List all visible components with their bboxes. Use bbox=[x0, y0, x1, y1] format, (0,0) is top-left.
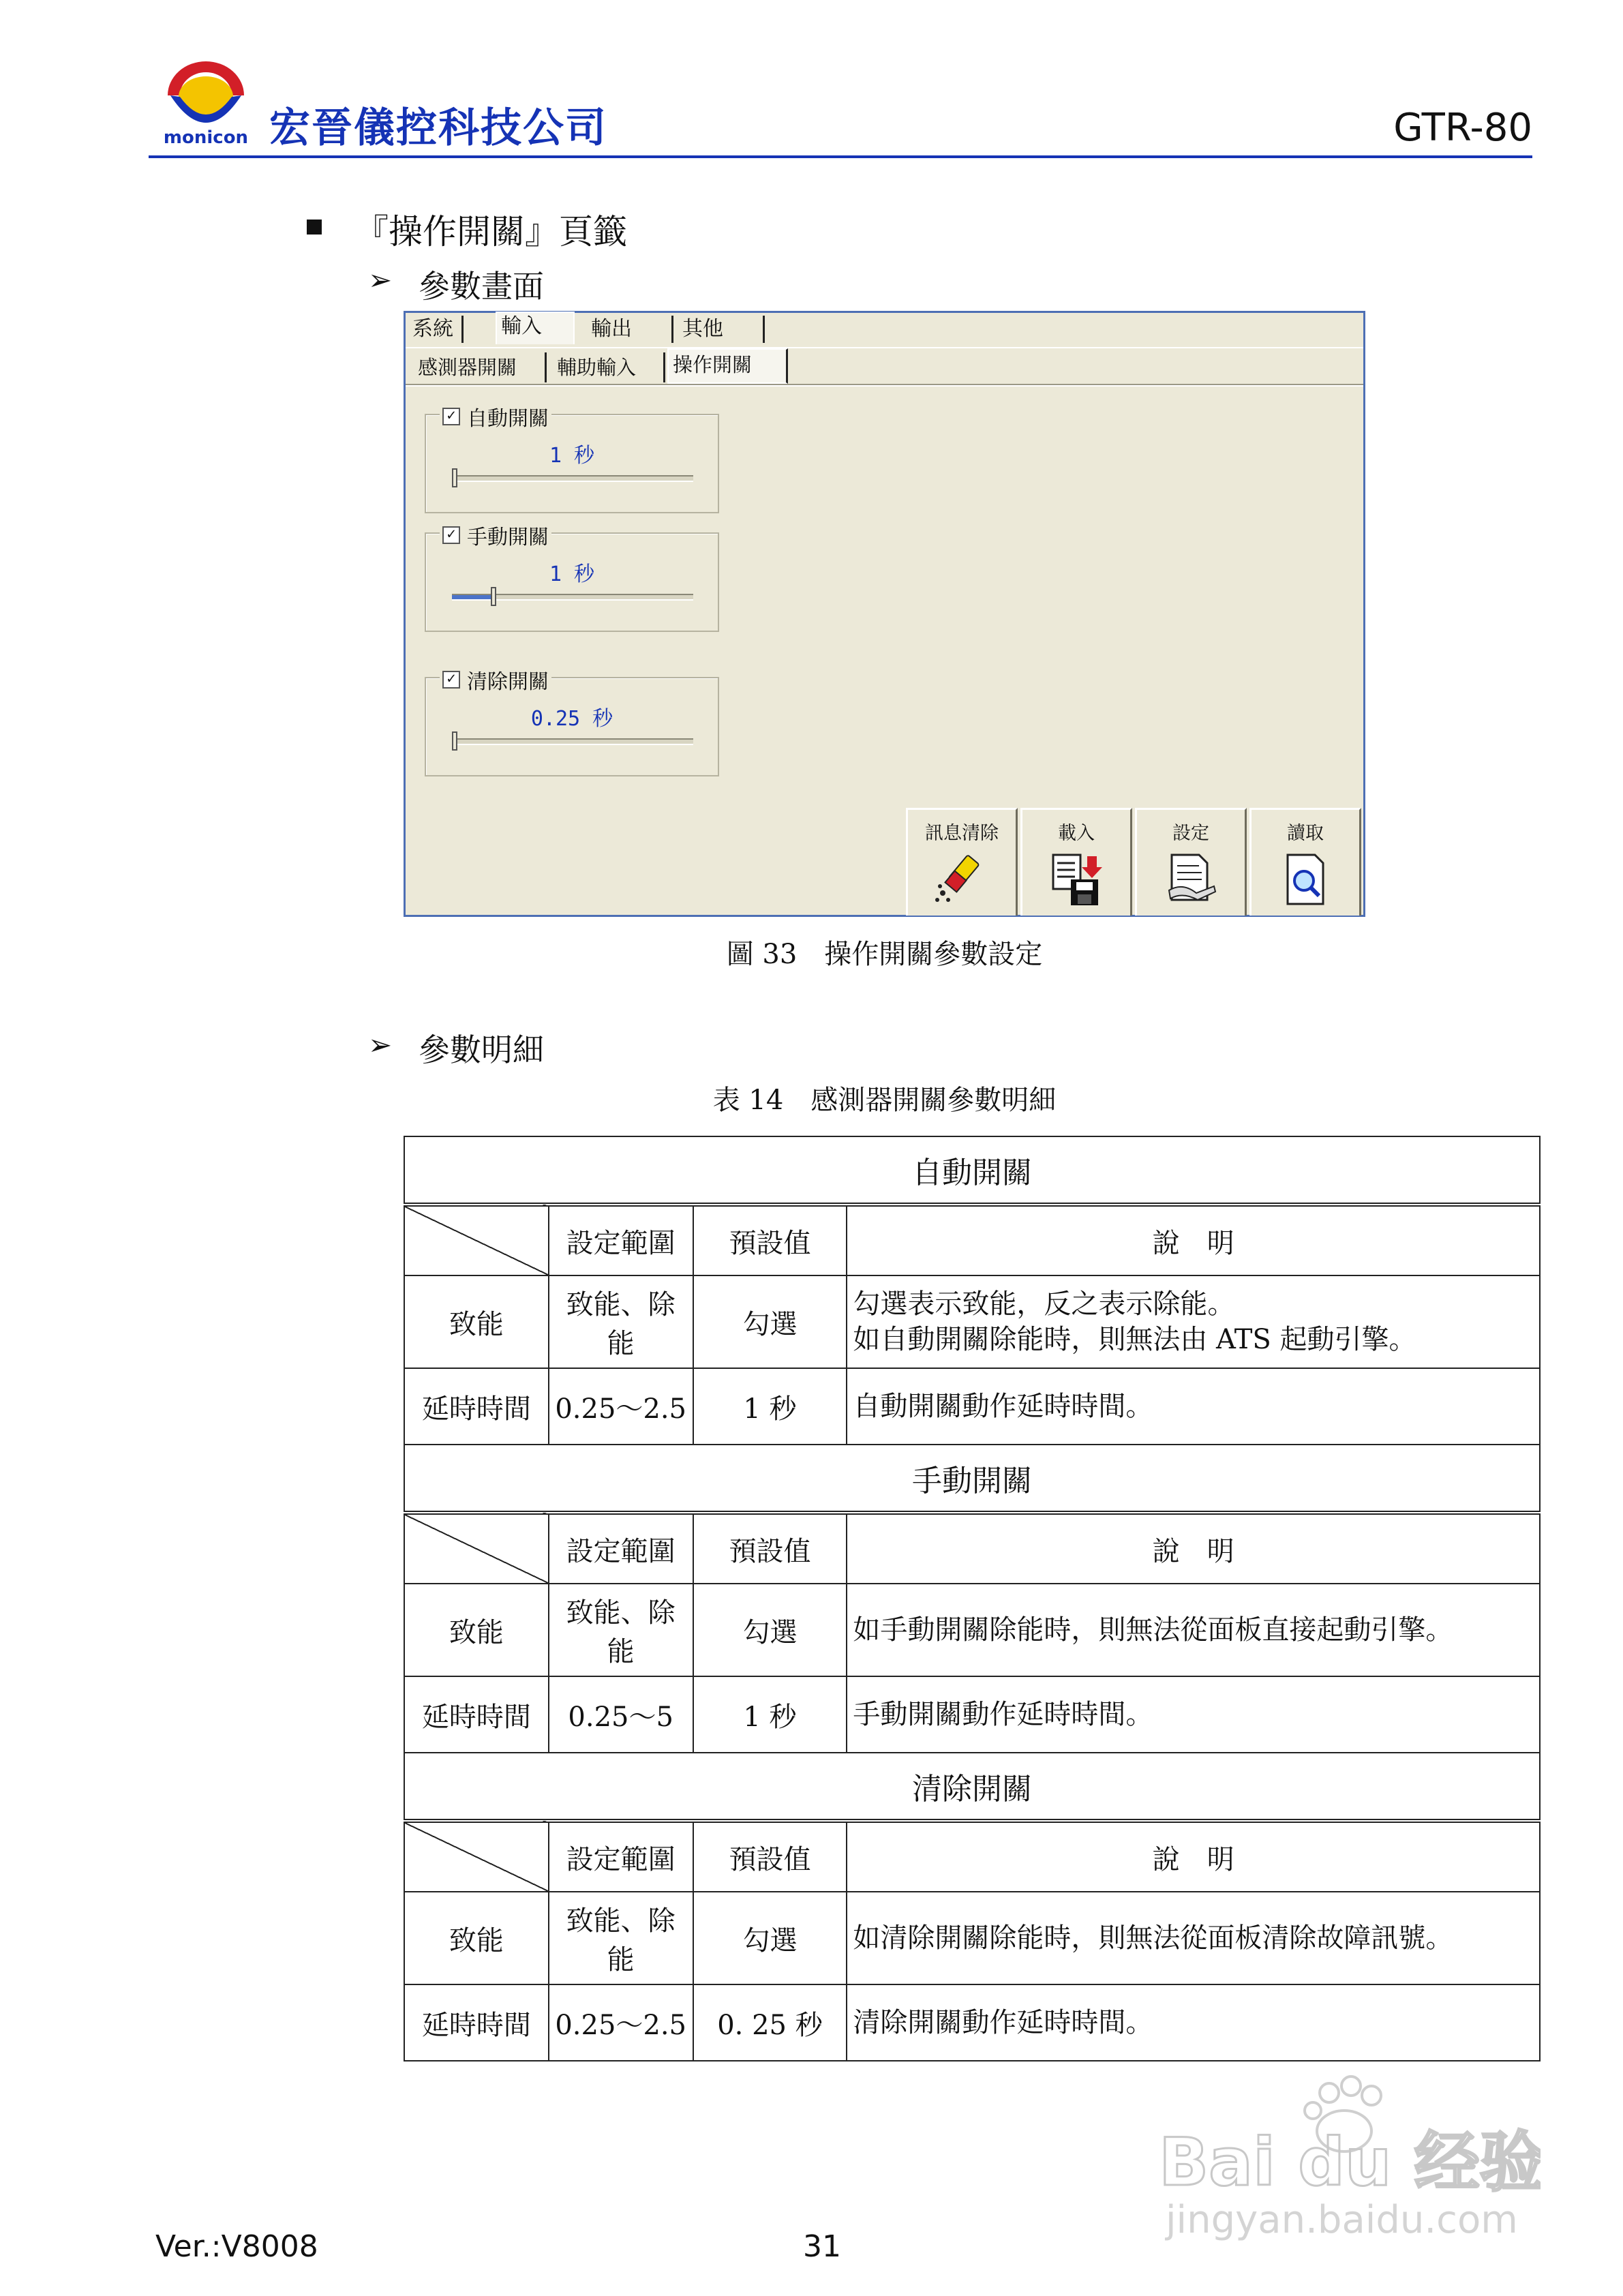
table-section bbox=[404, 1753, 1540, 1821]
row-range: 致能、除能 bbox=[549, 1584, 693, 1676]
subtab-operation-switch[interactable]: 操作開關 bbox=[667, 348, 788, 384]
header-desc: 說 明 bbox=[847, 1205, 1540, 1275]
row-desc: 勾選表示致能，反之表示除能。 如自動開關除能時，則無法由 ATS 起動引擎。 bbox=[847, 1275, 1540, 1368]
row-desc: 如清除開關除能時，則無法從面板清除故障訊號。 bbox=[847, 1892, 1540, 1984]
footer-version: Ver.:V8008 bbox=[155, 2229, 318, 2264]
tab-system[interactable]: 系統 bbox=[408, 316, 464, 343]
group-clear-switch bbox=[425, 670, 719, 776]
arrow-bullet-icon: ➢ bbox=[368, 263, 393, 297]
row-range: 致能、除能 bbox=[549, 1892, 693, 1984]
tab-input[interactable]: 輸入 bbox=[496, 312, 575, 344]
section-title: 清除開關 bbox=[404, 1753, 1540, 1821]
row-name: 延時時間 bbox=[404, 1984, 549, 2061]
diagonal-cell bbox=[404, 1205, 549, 1275]
baidu-watermark bbox=[1159, 2066, 1541, 2246]
row-name: 致能 bbox=[404, 1892, 549, 1984]
manual-switch-value: 1 秒 bbox=[549, 562, 595, 586]
row-default: 勾選 bbox=[693, 1892, 847, 1984]
slider-thumb[interactable] bbox=[491, 587, 496, 606]
row-range: 0.25～2.5 bbox=[549, 1984, 693, 2061]
company-logo bbox=[155, 48, 256, 150]
table-header-row bbox=[404, 1821, 1540, 1892]
auto-switch-value: 1 秒 bbox=[549, 444, 595, 468]
row-default: 勾選 bbox=[693, 1275, 847, 1368]
row-default: 1 秒 bbox=[693, 1676, 847, 1753]
group-manual-switch bbox=[425, 526, 719, 632]
company-name: 宏晉儀控科技公司 bbox=[269, 104, 607, 152]
settings-button[interactable]: 設定 bbox=[1135, 808, 1247, 916]
header-default: 預設值 bbox=[693, 1821, 847, 1892]
subsection-title-screen: 參數畫面 bbox=[419, 268, 544, 305]
manual-switch-slider[interactable] bbox=[452, 594, 693, 601]
tab-separator bbox=[406, 347, 1363, 348]
row-range: 0.25～2.5 bbox=[549, 1368, 693, 1445]
table-row bbox=[404, 1676, 1540, 1753]
clear-message-button[interactable]: 訊息清除 bbox=[906, 808, 1018, 916]
clear-switch-value: 0.25 秒 bbox=[530, 707, 613, 731]
table-header-row bbox=[404, 1513, 1540, 1584]
square-bullet-icon bbox=[307, 220, 322, 235]
tab-other[interactable]: 其他 bbox=[678, 316, 765, 343]
header-range: 設定範圍 bbox=[549, 1513, 693, 1584]
svg-text:jingyan.baidu.com: jingyan.baidu.com bbox=[1166, 2198, 1518, 2242]
header-desc: 說 明 bbox=[847, 1821, 1540, 1892]
auto-switch-checkbox[interactable]: ✓ bbox=[442, 408, 460, 425]
table-row bbox=[404, 1368, 1540, 1445]
row-range: 0.25～5 bbox=[549, 1676, 693, 1753]
slider-fill bbox=[452, 595, 491, 599]
header-default: 預設值 bbox=[693, 1205, 847, 1275]
table-row bbox=[404, 1584, 1540, 1676]
section-title: 自動開關 bbox=[404, 1136, 1540, 1205]
clear-switch-checkbox[interactable]: ✓ bbox=[442, 671, 460, 689]
svg-text:monicon: monicon bbox=[163, 127, 249, 148]
auto-switch-slider[interactable] bbox=[452, 475, 693, 482]
table-header-row bbox=[404, 1205, 1540, 1275]
read-magnifier-icon bbox=[1277, 852, 1334, 911]
row-default: 勾選 bbox=[693, 1584, 847, 1676]
manual-switch-label: 手動開關 bbox=[467, 526, 549, 549]
page-number: 31 bbox=[803, 2229, 841, 2264]
figure-caption: 圖 33 操作開關參數設定 bbox=[726, 939, 1043, 970]
clear-switch-label: 清除開關 bbox=[467, 670, 549, 694]
header-range: 設定範圍 bbox=[549, 1205, 693, 1275]
subtab-aux-input[interactable]: 輔助輸入 bbox=[553, 352, 665, 382]
slider-thumb[interactable] bbox=[452, 468, 457, 487]
param-table bbox=[404, 1136, 1541, 2061]
section-title: 手動開關 bbox=[404, 1445, 1540, 1513]
table-row bbox=[404, 1275, 1540, 1368]
load-disk-icon bbox=[1048, 852, 1105, 911]
auto-switch-label: 自動開關 bbox=[467, 407, 549, 431]
row-desc: 如手動開關除能時，則無法從面板直接起動引擎。 bbox=[847, 1584, 1540, 1676]
diagonal-cell bbox=[404, 1513, 549, 1584]
row-range: 致能、除能 bbox=[549, 1275, 693, 1368]
subsection-title-details: 參數明細 bbox=[419, 1031, 544, 1068]
header-default: 預設值 bbox=[693, 1513, 847, 1584]
diagonal-cell bbox=[404, 1821, 549, 1892]
group-auto-switch bbox=[425, 407, 719, 513]
read-button[interactable]: 讀取 bbox=[1249, 808, 1361, 916]
row-name: 致能 bbox=[404, 1584, 549, 1676]
row-desc: 自動開關動作延時時間。 bbox=[847, 1368, 1540, 1445]
slider-thumb[interactable] bbox=[452, 731, 457, 751]
subtab-sensor-switch[interactable]: 感測器開關 bbox=[414, 352, 547, 382]
clear-switch-slider[interactable] bbox=[452, 738, 693, 745]
tab-output[interactable]: 輸出 bbox=[587, 316, 673, 343]
table-section bbox=[404, 1445, 1540, 1513]
arrow-bullet-icon: ➢ bbox=[368, 1028, 393, 1061]
svg-text:Bai du 经验: Bai du 经验 bbox=[1159, 2124, 1541, 2201]
row-name: 延時時間 bbox=[404, 1368, 549, 1445]
header-range: 設定範圍 bbox=[549, 1821, 693, 1892]
row-desc: 清除開關動作延時時間。 bbox=[847, 1984, 1540, 2061]
row-desc: 手動開關動作延時時間。 bbox=[847, 1676, 1540, 1753]
header-desc: 說 明 bbox=[847, 1513, 1540, 1584]
settings-document-icon bbox=[1162, 852, 1219, 911]
row-name: 致能 bbox=[404, 1275, 549, 1368]
model-number: GTR-80 bbox=[1393, 106, 1532, 150]
row-default: 1 秒 bbox=[693, 1368, 847, 1445]
manual-switch-checkbox[interactable]: ✓ bbox=[442, 526, 460, 544]
table-caption: 表 14 感測器開關參數明細 bbox=[712, 1085, 1057, 1116]
app-window bbox=[404, 311, 1365, 917]
section-title: 『操作開關』頁籤 bbox=[354, 212, 627, 252]
header-divider bbox=[149, 155, 1532, 158]
eraser-icon bbox=[933, 852, 990, 909]
table-row bbox=[404, 1892, 1540, 1984]
row-name: 延時時間 bbox=[404, 1676, 549, 1753]
table-section bbox=[404, 1136, 1540, 1205]
load-button[interactable]: 載入 bbox=[1020, 808, 1132, 916]
row-default: 0. 25 秒 bbox=[693, 1984, 847, 2061]
table-row bbox=[404, 1984, 1540, 2061]
